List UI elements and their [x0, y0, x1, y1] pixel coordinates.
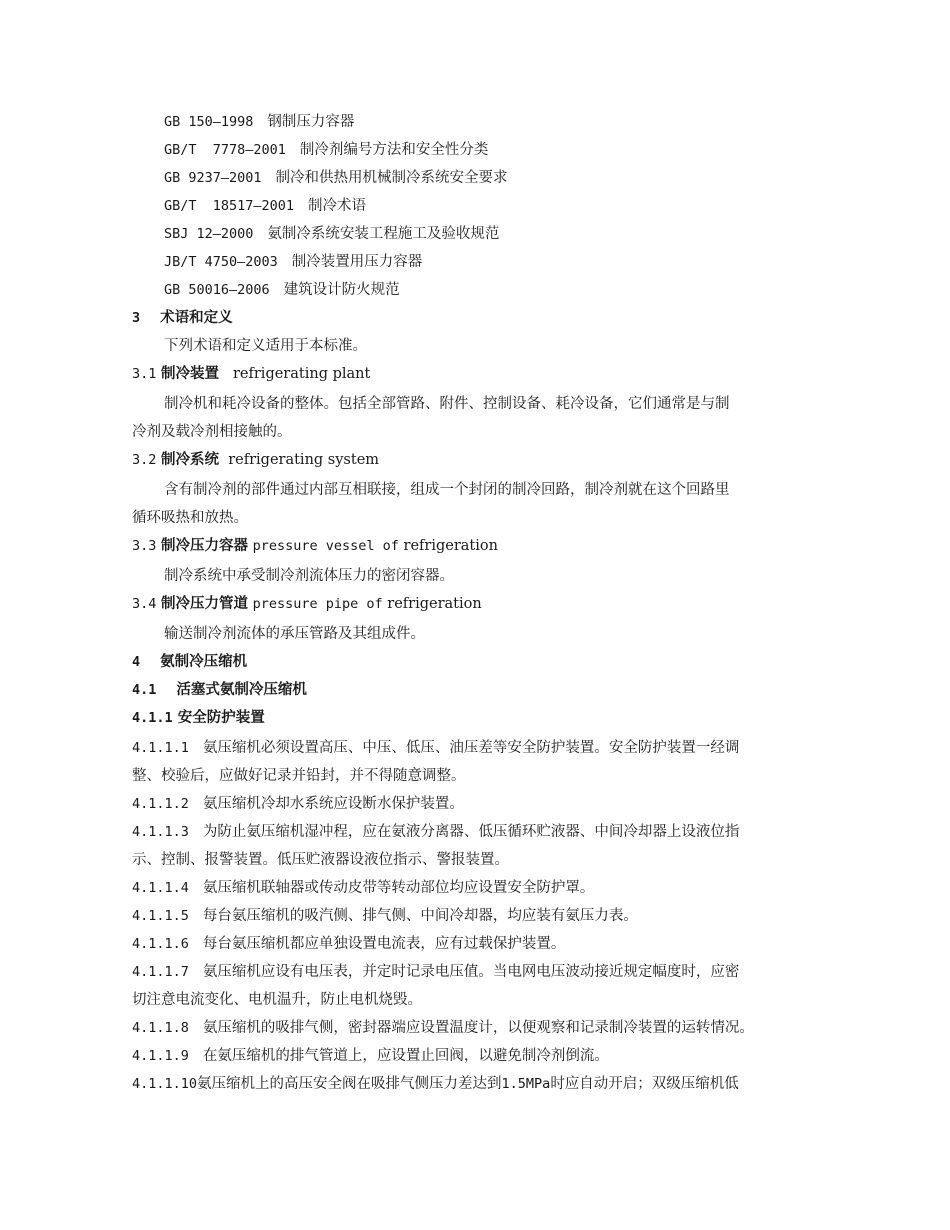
clause — [132, 962, 739, 982]
term-definition: 制冷机和耗冷设备的整体。包括全部管路、附件、控制设备、耗冷设备，它们通常是与制 — [164, 396, 730, 412]
term-definition: 含有制冷剂的部件通过内部互相联接，组成一个封闭的制冷回路，制冷剂就在这个回路里 — [164, 482, 730, 498]
standard-item — [164, 112, 354, 132]
clause-number: 4.1.1.3 — [132, 824, 189, 840]
term-cn: 制冷系统 — [161, 451, 219, 468]
standard-title: 制冷术语 — [308, 198, 367, 214]
subsection-heading — [132, 680, 307, 700]
standard-title: 建筑设计防火规范 — [283, 282, 400, 298]
term-heading — [132, 536, 498, 556]
standard-code: GB 150—1998 — [164, 114, 254, 130]
clause-text: 氨压缩机联轴器或传动皮带等转动部位均应设置安全防护罩。 — [202, 880, 595, 896]
clause — [132, 738, 739, 758]
section-title: 氨制冷压缩机 — [160, 653, 248, 670]
clause-cont: 切注意电流变化、电机温升，防止电机烧毁。 — [132, 992, 422, 1008]
subsection-number: 4.1 — [132, 682, 157, 698]
clause — [132, 934, 565, 954]
standard-item — [164, 196, 366, 216]
standard-title: 制冷和供热用机械制冷系统安全要求 — [275, 170, 508, 186]
clause — [132, 822, 739, 842]
clause-number: 4.1.1.7 — [132, 964, 189, 980]
standard-item — [164, 168, 508, 188]
term-definition: 输送制冷剂流体的承压管路及其组成件。 — [164, 626, 425, 642]
section-title: 术语和定义 — [160, 309, 233, 326]
standard-title: 钢制压力容器 — [267, 114, 355, 130]
term-en: pressure vessel of — [252, 538, 399, 554]
clause-text: 氨压缩机必须设置高压、中压、低压、油压差等安全防护装置。安全防护装置一经调 — [202, 740, 740, 756]
standard-title: 氨制冷系统安装工程施工及验收规范 — [267, 226, 500, 242]
clause-number: 4.1.1.2 — [132, 796, 189, 812]
standard-code: GB/T 18517—2001 — [164, 198, 295, 214]
term-en: pressure pipe of — [252, 596, 383, 612]
standard-item — [164, 280, 400, 300]
term-heading — [132, 594, 482, 614]
clause-text: 氨压缩机应设有电压表，并定时记录电压值。当电网电压波动接近规定幅度时，应密 — [202, 964, 740, 980]
clause — [132, 1018, 754, 1038]
term-en: refrigerating plant — [233, 366, 371, 382]
clause-number: 4.1.1.9 — [132, 1048, 189, 1064]
standard-title: 制冷剂编号方法和安全性分类 — [299, 142, 489, 158]
clause — [132, 906, 638, 926]
subsection-title: 安全防护装置 — [177, 709, 265, 726]
clause — [132, 1074, 739, 1094]
clause-cont: 示、控制、报警装置。低压贮液器设液位指示、警报装置。 — [132, 852, 509, 868]
clause-text: 每台氨压缩机的吸汽侧、排气侧、中间冷却器，均应装有氨压力表。 — [202, 908, 638, 924]
term-heading — [132, 364, 370, 384]
term-cn: 制冷装置 — [161, 365, 219, 382]
clause-text: 时应自动开启；双级压缩机低 — [550, 1076, 739, 1092]
section-heading — [132, 652, 247, 672]
subsection-title: 活塞式氨制冷压缩机 — [176, 681, 307, 698]
clause-text: 在氨压缩机的排气管道上，应设置止回阀，以避免制冷剂倒流。 — [202, 1048, 609, 1064]
section-number: 3 — [132, 310, 141, 326]
subsection-number: 4.1.1 — [132, 710, 173, 726]
section-heading — [132, 308, 233, 328]
standard-item — [164, 224, 499, 244]
clause-text: 氨压缩机上的高压安全阀在吸排气侧压力差达到 — [197, 1076, 502, 1092]
standard-code: GB/T 7778—2001 — [164, 142, 286, 158]
standard-title: 制冷装置用压力容器 — [291, 254, 423, 270]
term-definition-cont: 冷剂及载冷剂相接触的。 — [132, 424, 292, 440]
clause — [132, 1046, 609, 1066]
term-en: refrigeration — [387, 596, 482, 612]
term-number: 3.1 — [132, 366, 157, 382]
standard-code: JB/T 4750—2003 — [164, 254, 278, 270]
standard-code: GB 50016—2006 — [164, 282, 270, 298]
standard-code: GB 9237—2001 — [164, 170, 262, 186]
term-number: 3.2 — [132, 452, 157, 468]
term-number: 3.4 — [132, 596, 157, 612]
term-cn: 制冷压力管道 — [161, 595, 248, 612]
term-definition: 制冷系统中承受制冷剂流体压力的密闭容器。 — [164, 568, 454, 584]
clause-text: 每台氨压缩机都应单独设置电流表，应有过载保护装置。 — [202, 936, 566, 952]
clause-number: 4.1.1.6 — [132, 936, 189, 952]
clause — [132, 794, 464, 814]
subsection-heading — [132, 708, 265, 728]
clause — [132, 878, 594, 898]
clause-number: 4.1.1.5 — [132, 908, 189, 924]
standard-item — [164, 140, 488, 160]
clause-number: 4.1.1.10 — [132, 1076, 198, 1092]
term-cn: 制冷压力容器 — [161, 537, 248, 554]
clause-text: 为防止氨压缩机湿冲程，应在氨液分离器、低压循环贮液器、中间冷却器上设液位指 — [202, 824, 740, 840]
section-intro: 下列术语和定义适用于本标准。 — [164, 338, 367, 354]
clause-number: 4.1.1.8 — [132, 1020, 189, 1036]
standard-code: SBJ 12—2000 — [164, 226, 254, 242]
term-definition-cont: 循环吸热和放热。 — [132, 510, 248, 526]
clause-text: 氨压缩机冷却水系统应设断水保护装置。 — [202, 796, 464, 812]
term-number: 3.3 — [132, 538, 157, 554]
pressure-value: 1.5MPa — [501, 1076, 551, 1092]
term-heading — [132, 450, 379, 470]
term-en: refrigeration — [403, 538, 498, 554]
standard-item — [164, 252, 422, 272]
clause-text: 氨压缩机的吸排气侧，密封器端应设置温度计，以便观察和记录制冷装置的运转情况。 — [202, 1020, 754, 1036]
clause-cont: 整、校验后，应做好记录并铅封，并不得随意调整。 — [132, 768, 466, 784]
clause-number: 4.1.1.4 — [132, 880, 189, 896]
section-number: 4 — [132, 654, 141, 670]
clause-number: 4.1.1.1 — [132, 740, 189, 756]
term-en: refrigerating system — [228, 452, 380, 468]
